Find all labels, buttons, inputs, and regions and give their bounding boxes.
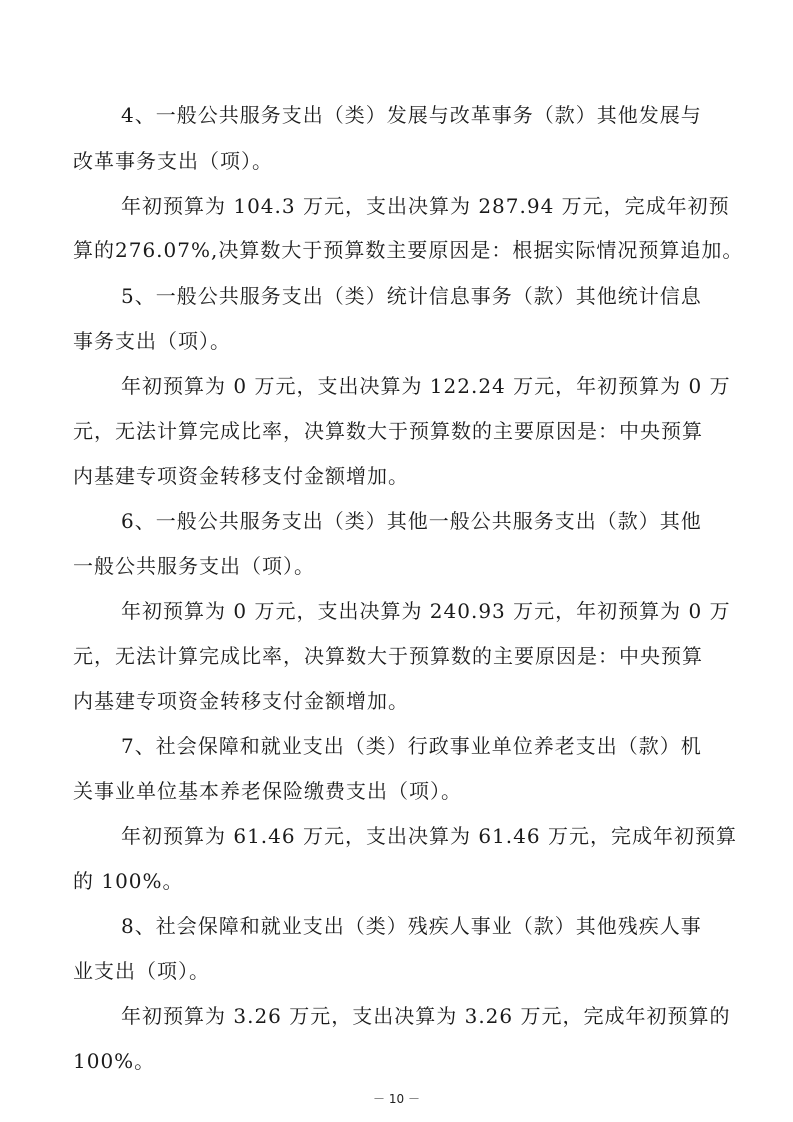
- section-4-heading-line-2: 改革事务支出（项）。: [73, 149, 273, 173]
- section-6-body-line-1: 年初预算为 0 万元，支出决算为 240.93 万元，年初预算为 0 万: [121, 599, 731, 623]
- section-5-body-line-2: 元，无法计算完成比率，决算数大于预算数的主要原因是：中央预算: [73, 419, 703, 443]
- section-7-heading-line-1: 7、社会保障和就业支出（类）行政事业单位养老支出（款）机: [121, 734, 702, 758]
- page-number: － 10 －: [373, 1092, 420, 1106]
- section-7-heading-line-2: 关事业单位基本养老保险缴费支出（项）。: [73, 779, 462, 803]
- section-5-heading-line-2: 事务支出（项）。: [73, 329, 231, 353]
- section-5-body-line-1: 年初预算为 0 万元，支出决算为 122.24 万元，年初预算为 0 万: [121, 374, 731, 398]
- section-7-body-line-1: 年初预算为 61.46 万元，支出决算为 61.46 万元，完成年初预算: [121, 824, 737, 848]
- section-8-body-line-2: 100%。: [73, 1049, 156, 1073]
- section-8-body-line-1: 年初预算为 3.26 万元，支出决算为 3.26 万元，完成年初预算的: [121, 1004, 731, 1028]
- section-6-body-line-3: 内基建专项资金转移支付金额增加。: [73, 689, 409, 713]
- section-4-heading-line-1: 4、一般公共服务支出（类）发展与改革事务（款）其他发展与: [121, 103, 702, 127]
- section-6-heading-line-2: 一般公共服务支出（项）。: [73, 554, 315, 578]
- section-8-heading-line-1: 8、社会保障和就业支出（类）残疾人事业（款）其他残疾人事: [121, 914, 702, 938]
- section-6-body-line-2: 元，无法计算完成比率，决算数大于预算数的主要原因是：中央预算: [73, 644, 703, 668]
- section-8-heading-line-2: 业支出（项）。: [73, 959, 210, 983]
- section-7-body-line-2: 的 100%。: [73, 869, 184, 893]
- section-6-heading-line-1: 6、一般公共服务支出（类）其他一般公共服务支出（款）其他: [121, 509, 702, 533]
- section-5-body-line-3: 内基建专项资金转移支付金额增加。: [73, 464, 409, 488]
- section-5-heading-line-1: 5、一般公共服务支出（类）统计信息事务（款）其他统计信息: [121, 284, 702, 308]
- section-4-body-line-2: 算的276.07%,决算数大于预算数主要原因是：根据实际情况预算追加。: [73, 238, 744, 262]
- section-4-body-line-1: 年初预算为 104.3 万元，支出决算为 287.94 万元，完成年初预: [121, 194, 730, 218]
